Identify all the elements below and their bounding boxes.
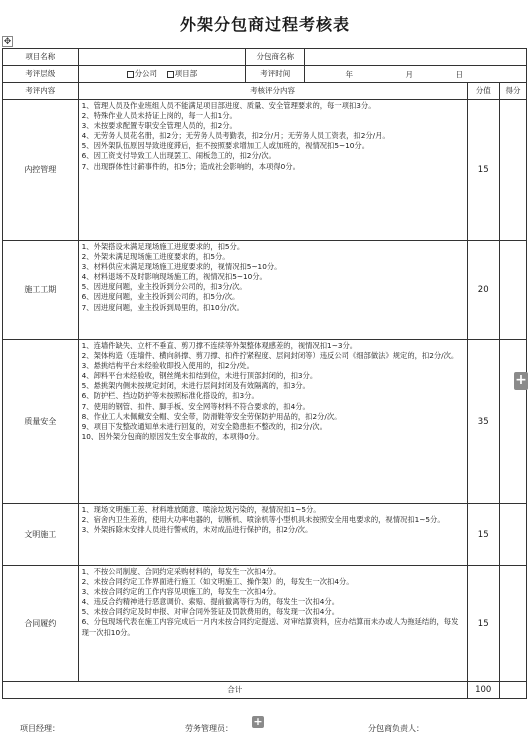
- criteria-item: 3、未按合同约定的工作内容见项施工的，每发生一次扣4分。: [81, 587, 281, 597]
- section-criteria: [78, 100, 467, 241]
- section-row-contract-performance: [3, 566, 527, 682]
- total-row: [3, 682, 527, 699]
- criteria-item: 10、因外架分包商的原因发生安全事故的，本项得0分。: [81, 431, 264, 441]
- section-category: 文明施工: [3, 504, 79, 566]
- section-points-field[interactable]: [499, 340, 526, 504]
- criteria-item: 6、因工资支付导致工人出现罢工、闹板急工的，扣2分/次。: [81, 151, 276, 161]
- section-score: 15: [467, 504, 499, 566]
- criteria-item: 2、未按合同约定工作界面进行施工（如文明施工、操作架）的，每发生一次扣4分。: [81, 577, 354, 587]
- project-name-label: 项目名称: [3, 49, 79, 66]
- criteria-item: 8、作业工人未佩戴安全帽、安全带，防滑鞋等安全劳保防护用品的，扣2分/次。: [81, 411, 342, 421]
- criteria-item: 2、外架未满足现场施工进度要求的，扣5分。: [81, 252, 230, 262]
- section-criteria: [78, 241, 467, 340]
- subcontractor-field[interactable]: [305, 49, 527, 66]
- column-header-points: 得分: [499, 83, 526, 100]
- criteria-item: 7、使用的钢管、扣件、脚手板、安全网等材料不符合要求的，扣4分。: [81, 401, 310, 411]
- criteria-item: 4、违反合约精神进行恶意调价、索赔、提前撤离等行为的，每发生一次扣4分。: [81, 597, 340, 607]
- total-score: 100: [467, 682, 499, 699]
- time-field[interactable]: [305, 66, 527, 83]
- criteria-item: 1、不按公司制度、合同约定采购材料的，每发生一次扣4分。: [81, 567, 281, 576]
- section-row-schedule: [3, 241, 527, 340]
- criteria-item: 7、因进度问题，业主投诉到局里的，扣10分/次。: [81, 302, 244, 312]
- section-row-quality-safety: [3, 340, 527, 504]
- criteria-item: 3、外架拆除未安排人员进行警戒的，未对成品进行保护的，扣2分/次。: [81, 525, 313, 535]
- criteria-item: 1、管理人员及作业班组人员不能满足项目部进度、质量、安全管理要求的，每一项扣3分。: [81, 101, 376, 110]
- criteria-item: 5、悬挑架内侧未按规定封闭，未进行层间封闭及有效隔离的，扣3分。: [81, 381, 310, 391]
- assessment-table: [2, 48, 527, 699]
- section-category: 内控管理: [3, 100, 79, 241]
- column-header-content: 考评内容: [3, 83, 79, 100]
- criteria-item: 2、宿舍内卫生差的，使用大功率电器的，切断机、喷涂机等小型机具未按照安全用电要求的，视情况扣1~5分。: [81, 515, 445, 525]
- project-manager-signature: 项目经理：: [20, 724, 60, 733]
- total-label: 合计: [3, 682, 468, 699]
- criteria-item: 2、特殊作业人员未持证上岗的，每一人扣1分。: [81, 111, 237, 121]
- criteria-item: 4、无劳务人员花名册，扣2分；无劳务人员考勤表，扣2分/月；无劳务人员工资表，扣2分/月。: [81, 131, 390, 141]
- criteria-item: 4、卸料平台未经验收，钢丝绳未扣结到位，未进行顶部封闭的，扣3分。: [81, 371, 318, 381]
- project-name-field[interactable]: [78, 49, 245, 66]
- project-name-row: [3, 49, 527, 66]
- section-score: 20: [467, 241, 499, 340]
- labor-manager-signature: 劳务管理员：: [185, 724, 233, 733]
- level-options: [78, 66, 245, 83]
- criteria-item: 7、出现群体性讨薪事件的，扣5分；造成社会影响的，本项得0分。: [81, 161, 300, 171]
- level-label: 考评层级: [3, 66, 79, 83]
- criteria-item: 9、项目下发整改通知单未进行回复的，对安全隐患拒不整改的，扣2分/次。: [81, 421, 327, 431]
- time-label: 考评时间: [246, 66, 305, 83]
- level-option-project[interactable]: 项目部: [167, 69, 198, 78]
- level-option-company[interactable]: 分公司: [127, 69, 158, 78]
- criteria-item: 4、材料退场不及时影响现场施工的，视情况扣5~10分。: [81, 272, 267, 282]
- criteria-item: 1、现场文明施工差、材料堆放随意、喷涂垃圾污染的，视情况扣1~5分。: [81, 505, 321, 514]
- add-row-plus-icon[interactable]: +: [515, 372, 527, 388]
- criteria-item: 5、因进度问题，业主投诉到分公司的，扣3分/次。: [81, 282, 247, 292]
- criteria-item: 3、未按要求配置专职安全管理人员的，扣2分。: [81, 121, 237, 131]
- section-row-internal-control: [3, 100, 527, 241]
- section-criteria: [78, 566, 467, 682]
- criteria-item: 5、未按合同约定及时申报、对审合同外签证及罚款费用的，每发现一次扣4分。: [81, 607, 340, 617]
- column-header-row: [3, 83, 527, 100]
- section-points-field[interactable]: [499, 241, 526, 340]
- signature-footer: [0, 723, 530, 737]
- column-header-score: 分值: [467, 83, 499, 100]
- checkbox-icon[interactable]: [167, 71, 174, 78]
- form-title: 外架分包商过程考核表: [179, 15, 350, 34]
- day-label: 日: [455, 70, 463, 79]
- criteria-item: 6、因进度问题，业主投诉到公司的，扣5分/次。: [81, 292, 240, 302]
- section-category: 质量安全: [3, 340, 79, 504]
- checkbox-icon[interactable]: [127, 71, 134, 78]
- section-score: 35: [467, 340, 499, 504]
- level-time-row: [3, 66, 527, 83]
- criteria-item: 1、连墙件缺失、立杆不垂直、剪刀撑不连续等外架整体观感差的，视情况扣1~3分。: [81, 341, 358, 350]
- criteria-item: 6、防护栏、挡边防护等未按照标准化搭设的，扣3分。: [81, 391, 259, 401]
- column-header-criteria: 考核评分内容: [78, 83, 467, 100]
- subcontractor-lead-signature: 分包商负责人：: [368, 724, 424, 733]
- criteria-item: 2、架体构造（连墙件、横向斜撑、剪刀撑、扣件拧紧程度、层间封闭等）违反公司《细部做法》规定的，扣2分/次。: [81, 351, 459, 361]
- move-handle-icon[interactable]: ✥: [3, 37, 12, 47]
- criteria-item: 3、悬挑结构平台未经验收即投入使用的，扣2分/处。: [81, 361, 254, 371]
- section-points-field[interactable]: [499, 566, 526, 682]
- section-criteria: [78, 340, 467, 504]
- total-points-field[interactable]: [499, 682, 526, 699]
- section-score: 15: [467, 566, 499, 682]
- criteria-item: 5、因外架队伍原因导致进度滞后，拒不按照要求增加工人或加班的，视情况扣5~10分。: [81, 141, 369, 151]
- criteria-item: 3、材料供应未满足现场施工进度要求的，视情况扣5~10分。: [81, 262, 282, 272]
- year-label: 年: [345, 70, 353, 79]
- section-category: 施工工期: [3, 241, 79, 340]
- criteria-item: 6、分包现场代表在施工内容完成后一月内未按合同约定提送、对审结算资料，应办结算而未办或人为拖延结的，每发现一次扣10分。: [81, 617, 459, 637]
- section-criteria: [78, 504, 467, 566]
- section-category: 合同履约: [3, 566, 79, 682]
- month-label: 月: [405, 70, 413, 79]
- section-row-civilized-construction: [3, 504, 527, 566]
- section-points-field[interactable]: [499, 504, 526, 566]
- add-row-plus-icon[interactable]: +: [253, 715, 263, 728]
- section-points-field[interactable]: [499, 100, 526, 241]
- section-score: 15: [467, 100, 499, 241]
- subcontractor-label: 分包商名称: [246, 49, 305, 66]
- criteria-item: 1、外架搭设未满足现场施工进度要求的，扣5分。: [81, 242, 245, 251]
